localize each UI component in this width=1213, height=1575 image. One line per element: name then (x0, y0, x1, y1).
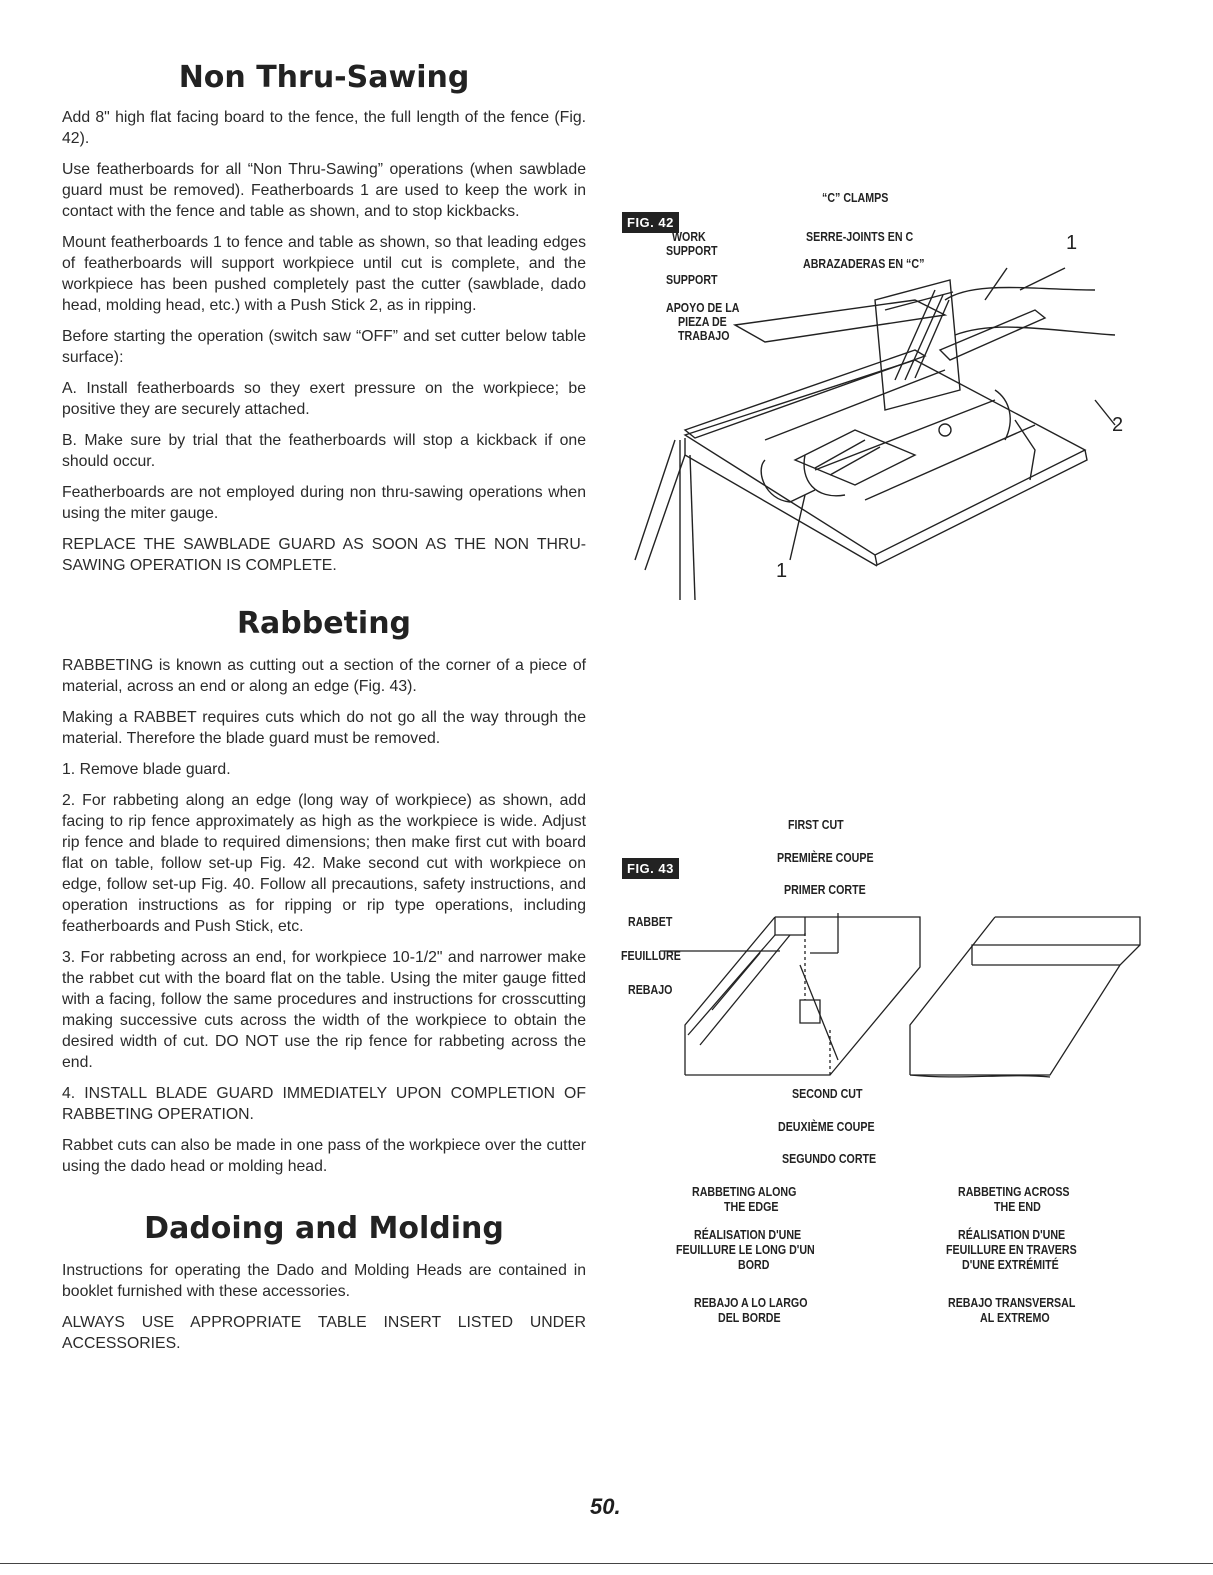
paragraph: Before starting the operation (switch saw “OFF” and set cutter below table surface): (62, 328, 586, 366)
caption-across-fr-3: D'UNE EXTRÉMITÉ (962, 1257, 1059, 1272)
heading-rabbeting: Rabbeting (236, 606, 412, 641)
label-rabbet: RABBET (628, 914, 673, 929)
caption-across-fr-1: RÉALISATION D'UNE (958, 1227, 1066, 1242)
paragraph: Making a RABBET requires cuts which do not go all the way through the material. Therefore the blade guard must be removed. (62, 709, 586, 747)
paragraph: A. Install featherboards so they exert pressure on the workpiece; be positive they are securely attached. (62, 380, 586, 418)
caption-along-en-2: THE EDGE (724, 1199, 779, 1214)
caption-across-es-2: AL EXTREMO (980, 1310, 1050, 1325)
page-number: 50. (590, 1494, 621, 1519)
caption-across-es-1: REBAJO TRANSVERSAL (948, 1295, 1076, 1310)
label-serre-joints: SERRE-JOINTS EN C (806, 229, 914, 244)
bottom-rule (0, 1563, 1213, 1564)
paragraph: Use featherboards for all “Non Thru-Sawing” operations (when sawblade guard must be removed). Featherboards 1 are used to keep the work in contact with the fence and table as shown, and to stop kickbacks. (62, 161, 586, 220)
paragraph: Rabbet cuts can also be made in one pass of the workpiece over the cutter using the dado head or molding head. (62, 1137, 586, 1175)
caption-across-fr-2: FEUILLURE EN TRAVERS (946, 1242, 1077, 1257)
caption-along-es-1: REBAJO A LO LARGO (694, 1295, 808, 1310)
label-second-cut: SECOND CUT (792, 1086, 863, 1101)
label-apoyo: APOYO DE LA (666, 300, 740, 315)
caption-across-en-1: RABBETING ACROSS (958, 1184, 1070, 1199)
caption-along-fr-1: RÉALISATION D'UNE (694, 1227, 802, 1242)
heading-dadoing-molding: Dadoing and Molding (144, 1211, 504, 1246)
paragraph: 1. Remove blade guard. (62, 761, 231, 778)
label-support-fr: SUPPORT (666, 272, 718, 287)
callout-2: 2 (1112, 414, 1124, 436)
paragraph: Mount featherboards 1 to fence and table as shown, so that leading edges of featherboards will support workpiece until cut is complete, and the workpiece has been pushed completely past the cutter (sawblade, dado head, molding head, etc.) with a Push Stick 2, as in ripping. (62, 234, 586, 314)
label-primer-corte: PRIMER CORTE (784, 882, 866, 897)
rabbet-drawings (660, 905, 1150, 1085)
caption-along-fr-2: FEUILLURE LE LONG D'UN (676, 1242, 815, 1257)
text-column (62, 0, 586, 1364)
label-deuxieme-coupe: DEUXIÈME COUPE (778, 1119, 875, 1134)
paragraph: Instructions for operating the Dado and Molding Heads are contained in booklet furnished with these accessories. (62, 1262, 586, 1300)
heading-non-thru-sawing: Non Thru-Sawing (178, 60, 470, 95)
label-support-en: SUPPORT (666, 243, 718, 258)
label-rebajo: REBAJO (628, 982, 673, 997)
label-abrazaderas: ABRAZADERAS EN “C” (803, 256, 925, 271)
paragraph: ALWAYS USE APPROPRIATE TABLE INSERT LISTED UNDER ACCESSORIES. (62, 1314, 586, 1352)
label-work: WORK (672, 229, 706, 244)
label-segundo-corte: SEGUNDO CORTE (782, 1151, 877, 1166)
paragraph: RABBETING is known as cutting out a section of the corner of a piece of material, across an end or along an edge (Fig. 43). (62, 657, 586, 695)
table-saw-drawing (615, 240, 1125, 610)
label-c-clamps: “C” CLAMPS (822, 190, 889, 205)
caption-across-en-2: THE END (994, 1199, 1041, 1214)
caption-along-en-1: RABBETING ALONG (692, 1184, 797, 1199)
fig-43-tag: FIG. 43 (622, 858, 679, 879)
label-premiere-coupe: PREMIÈRE COUPE (777, 850, 874, 865)
paragraph: Featherboards are not employed during non thru-sawing operations when using the miter gauge. (62, 484, 586, 522)
caption-along-es-2: DEL BORDE (718, 1310, 781, 1325)
paragraph: REPLACE THE SAWBLADE GUARD AS SOON AS THE NON THRU-SAWING OPERATION IS COMPLETE. (62, 536, 586, 574)
fig-42-tag: FIG. 42 (622, 212, 679, 233)
paragraph: B. Make sure by trial that the featherboards will stop a kickback if one should occur. (62, 432, 586, 470)
label-trabajo: TRABAJO (678, 328, 730, 343)
callout-1-top: 1 (1066, 232, 1078, 254)
label-feuillure: FEUILLURE (621, 948, 681, 963)
paragraph: Add 8" high flat facing board to the fence, the full length of the fence (Fig. 42). (62, 109, 586, 147)
label-pieza: PIEZA DE (678, 314, 727, 329)
paragraph: 4. INSTALL BLADE GUARD IMMEDIATELY UPON COMPLETION OF RABBETING OPERATION. (62, 1085, 586, 1123)
callout-1-bottom: 1 (776, 560, 788, 582)
caption-along-fr-3: BORD (738, 1257, 770, 1272)
paragraph: 2. For rabbeting along an edge (long way of workpiece) as shown, add facing to rip fence approximately as high as the workpiece is wide. Adjust rip fence and blade to required dimensions; then make first cut with board flat on table, follow set-up Fig. 42. Make second cut with workpiece on edge, follow set-up Fig. 40. Follow all precautions, safety instructions, and operation instructions as for ripping or rip type operations, including featherboards and Push Stick, etc. (62, 792, 586, 935)
paragraph: 3. For rabbeting across an end, for workpiece 10-1/2" and narrower make the rabbet cut with the board flat on the table. Using the miter gauge fitted with a facing, follow the same procedures and instructions for crosscutting making successive cuts across the width of the workpiece to obtain the desired width of cut. DO NOT use the rip fence for rabbeting across the end. (62, 949, 586, 1071)
label-first-cut: FIRST CUT (788, 817, 844, 832)
